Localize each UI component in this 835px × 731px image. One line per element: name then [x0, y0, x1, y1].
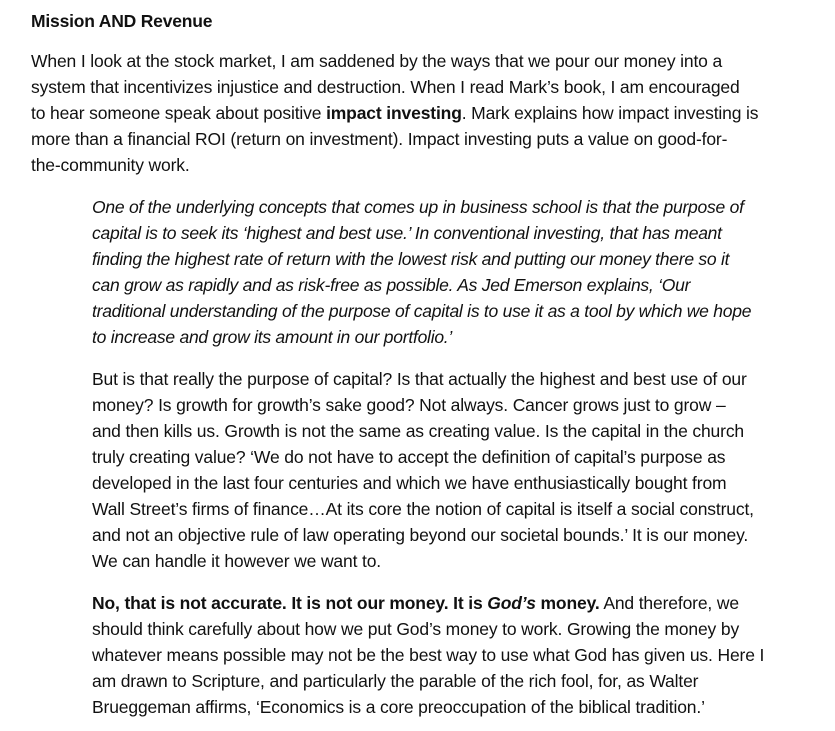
text-line: system that incentivizes injustice and destruction. When I read Mark’s book, I am encouraged — [31, 77, 740, 97]
text-line: developed in the last four centuries and which we have enthusiastically bought from — [92, 473, 727, 493]
text-line: We can handle it however we want to. — [92, 551, 382, 571]
bold-statement: No, that is not accurate. It is not our money. It is — [92, 593, 488, 613]
quote-paragraph-capital — [92, 366, 754, 574]
text-line: am drawn to Scripture, and particularly the parable of the rich fool, for, as Walter — [92, 671, 699, 691]
text-line — [92, 590, 764, 616]
text-line: and then kills us. Growth is not the same as creating value. Is the capital in the church — [92, 421, 745, 441]
intro-paragraph — [31, 48, 758, 178]
text-line: When I look at the stock market, I am saddened by the ways that we pour our money into a — [31, 51, 723, 71]
text-line: should think carefully about how we put God’s money to work. Growing the money by — [92, 619, 740, 639]
text-line: Brueggeman affirms, ‘Economics is a core preoccupation of the biblical tradition.’ — [92, 697, 705, 717]
section-heading: Mission AND Revenue — [31, 11, 213, 31]
text-line: whatever means possible may not be the best way to use what God has given us. Here I — [92, 645, 765, 665]
text-line: the-community work. — [31, 155, 190, 175]
quote-paragraph-gods-money — [92, 590, 764, 720]
text-line: money? Is growth for growth’s sake good? Not always. Cancer grows just to grow – — [92, 395, 726, 415]
text-run: . Mark explains how impact investing is — [461, 103, 759, 123]
text-run: to hear someone speak about positive — [31, 103, 327, 123]
bold-italic-gods: God’s — [487, 593, 536, 613]
text-line: Wall Street’s firms of finance…At its core the notion of capital is itself a social construct, — [92, 499, 754, 519]
text-line: to increase and grow its amount in our portfolio.’ — [92, 327, 453, 347]
text-line: can grow as rapidly and as risk-free as possible. As Jed Emerson explains, ‘Our — [92, 275, 691, 295]
text-line: truly creating value? ‘We do not have to accept the definition of capital’s purpose as — [92, 447, 726, 467]
text-run: And therefore, we — [599, 593, 739, 613]
block-quote — [92, 194, 751, 350]
text-line: and not an objective rule of law operating beyond our societal bounds.’ It is our money. — [92, 525, 749, 545]
text-line — [31, 100, 758, 126]
text-line: finding the highest rate of return with the lowest risk and putting our money there so it — [92, 249, 730, 269]
text-line: But is that really the purpose of capital? Is that actually the highest and best use of our — [92, 369, 747, 389]
bold-statement-end: money. — [535, 593, 600, 613]
text-line: traditional understanding of the purpose of capital is to use it as a tool by which we hope — [92, 301, 752, 321]
bold-term-impact-investing: impact investing — [326, 103, 462, 123]
text-line: more than a financial ROI (return on investment). Impact investing puts a value on good-for- — [31, 129, 728, 149]
text-line: capital is to seek its ‘highest and best use.’ In conventional investing, that has meant — [92, 223, 722, 243]
text-line: One of the underlying concepts that comes up in business school is that the purpose of — [92, 197, 744, 217]
